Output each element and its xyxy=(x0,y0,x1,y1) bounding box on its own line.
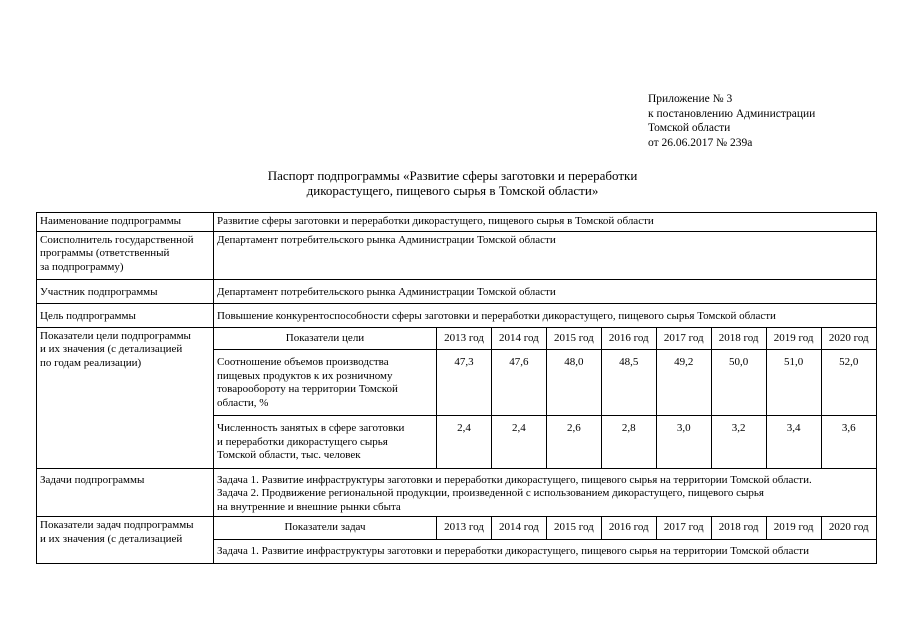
row-goal-value: Повышение конкурентоспособности сферы заготовки и переработки дикорастущего, пищевого сырья Томской области xyxy=(214,303,877,327)
task-year-2016: 2016 год xyxy=(601,517,656,539)
goal-indicator-1-2019: 51,0 xyxy=(766,350,821,416)
appendix-number: Приложение № 3 xyxy=(648,93,733,105)
row-goal-indicators xyxy=(37,327,877,468)
appendix-region: Томской области xyxy=(648,122,731,134)
goal-indicator-1-2018: 50,0 xyxy=(711,350,766,416)
task-indicators-cell xyxy=(214,517,877,564)
goal-indicator-2-2019: 3,4 xyxy=(766,416,821,468)
page-title xyxy=(0,168,905,198)
goal-indicator-2-2013: 2,4 xyxy=(437,416,492,468)
row-tasks-label: Задачи подпрограммы xyxy=(37,468,214,517)
row-goal xyxy=(37,303,877,327)
goal-indicator-2-2016: 2,8 xyxy=(601,416,656,468)
appendix-date: от 26.06.2017 № 239а xyxy=(648,136,753,149)
row-participant-label: Участник подпрограммы xyxy=(37,279,214,303)
goal-indicators-header-label: Показатели цели xyxy=(214,328,437,350)
goal-indicator-1-2014: 47,6 xyxy=(491,350,546,416)
row-name xyxy=(37,213,877,232)
goal-indicators-table xyxy=(214,328,876,468)
appendix-note xyxy=(648,92,815,150)
row-coexecutor-label: Соисполнитель государственной программы (ответственный за подпрограмму) xyxy=(37,231,214,279)
title-line-2: дикорастущего, пищевого сырья в Томской области» xyxy=(306,183,599,198)
task-year-2014: 2014 год xyxy=(491,517,546,539)
task-year-2018: 2018 год xyxy=(711,517,766,539)
row-tasks xyxy=(37,468,877,517)
goal-indicator-2-2014: 2,4 xyxy=(491,416,546,468)
task-year-2015: 2015 год xyxy=(546,517,601,539)
goal-indicators-cell xyxy=(214,327,877,468)
goal-year-2020: 2020 год xyxy=(821,328,876,350)
row-name-label: Наименование подпрограммы xyxy=(37,213,214,232)
row-name-value: Развитие сферы заготовки и переработки дикорастущего, пищевого сырья в Томской области xyxy=(214,213,877,232)
goal-year-2019: 2019 год xyxy=(766,328,821,350)
goal-indicator-1-name: Соотношение объемов производства пищевых продуктов к их розничному товарообороту на территории Томской области, % xyxy=(214,350,437,416)
goal-indicator-2-2020: 3,6 xyxy=(821,416,876,468)
row-goal-label: Цель подпрограммы xyxy=(37,303,214,327)
goal-indicator-1-2017: 49,2 xyxy=(656,350,711,416)
goal-year-2013: 2013 год xyxy=(437,328,492,350)
goal-indicator-2-2015: 2,6 xyxy=(546,416,601,468)
table-row xyxy=(214,539,876,563)
row-participant-value: Департамент потребительского рынка Администрации Томской области xyxy=(214,279,877,303)
row-goal-indicators-label: Показатели цели подпрограммы и их значения (с детализацией по годам реализации) xyxy=(37,327,214,468)
goal-year-2014: 2014 год xyxy=(491,328,546,350)
goal-indicator-1-2016: 48,5 xyxy=(601,350,656,416)
row-coexecutor-value: Департамент потребительского рынка Администрации Томской области xyxy=(214,231,877,279)
goal-indicator-2-name: Численность занятых в сфере заготовки и переработки дикорастущего сырья Томской области, тыс. человек xyxy=(214,416,437,468)
passport-table xyxy=(36,212,877,564)
task-year-2013: 2013 год xyxy=(437,517,492,539)
goal-indicators-header xyxy=(214,328,876,350)
task-indicators-table xyxy=(214,517,876,563)
title-line-1: Паспорт подпрограммы «Развитие сферы заготовки и переработки xyxy=(267,168,638,183)
table-row xyxy=(214,350,876,416)
goal-year-2015: 2015 год xyxy=(546,328,601,350)
goal-indicator-2-2018: 3,2 xyxy=(711,416,766,468)
task-indicators-header-label: Показатели задач xyxy=(214,517,437,539)
table-row xyxy=(214,416,876,468)
row-task-indicators-label: Показатели задач подпрограммы и их значения (с детализацией xyxy=(37,517,214,564)
task-year-2019: 2019 год xyxy=(766,517,821,539)
goal-indicator-1-2015: 48,0 xyxy=(546,350,601,416)
goal-year-2017: 2017 год xyxy=(656,328,711,350)
row-coexecutor xyxy=(37,231,877,279)
goal-year-2016: 2016 год xyxy=(601,328,656,350)
row-tasks-value: Задача 1. Развитие инфраструктуры заготовки и переработки дикорастущего, пищевого сырья на территории Томской области. Задача 2. Продвижение региональной продукции, произведенной с использованием дикорастущего, пищевого сырья на внутренние и внешние рынки сбыта xyxy=(214,468,877,517)
task-indicators-header xyxy=(214,517,876,539)
goal-indicator-1-2020: 52,0 xyxy=(821,350,876,416)
appendix-resolution: к постановлению Администрации xyxy=(648,107,816,120)
task-year-2020: 2020 год xyxy=(821,517,876,539)
row-task-indicators xyxy=(37,517,877,564)
goal-indicator-1-2013: 47,3 xyxy=(437,350,492,416)
row-participant xyxy=(37,279,877,303)
goal-indicator-2-2017: 3,0 xyxy=(656,416,711,468)
task-1-heading: Задача 1. Развитие инфраструктуры заготовки и переработки дикорастущего, пищевого сырья на территории Томской области xyxy=(214,539,876,563)
goal-year-2018: 2018 год xyxy=(711,328,766,350)
task-year-2017: 2017 год xyxy=(656,517,711,539)
